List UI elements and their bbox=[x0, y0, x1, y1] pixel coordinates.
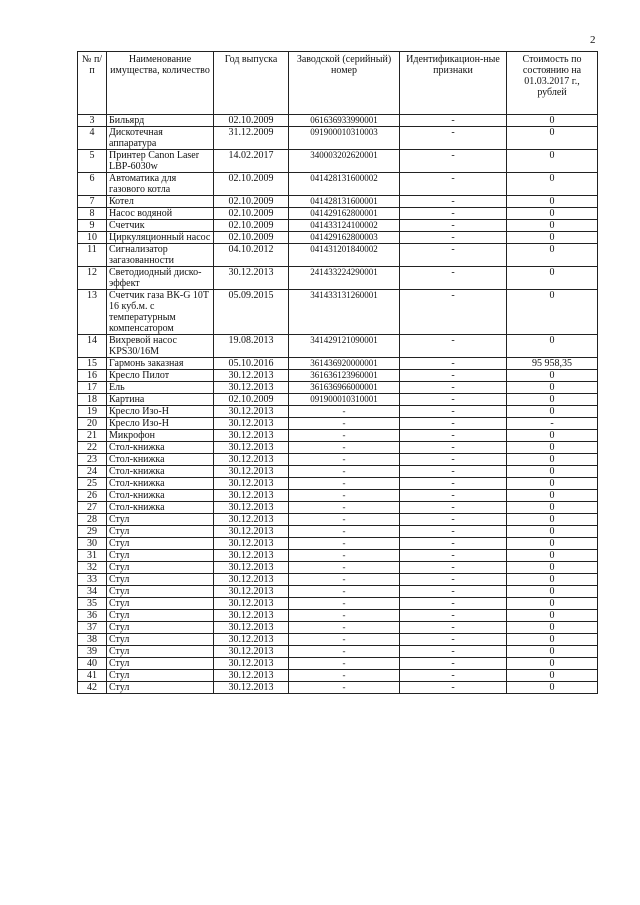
item-ident: - bbox=[400, 610, 507, 622]
item-ident: - bbox=[400, 454, 507, 466]
header-year: Год выпуска bbox=[214, 52, 289, 115]
item-serial: 361636123960001 bbox=[289, 370, 400, 382]
item-name: Стул bbox=[107, 550, 214, 562]
item-cost: 95 958,35 bbox=[507, 358, 598, 370]
item-name: Микрофон bbox=[107, 430, 214, 442]
item-serial: 061636933990001 bbox=[289, 115, 400, 127]
item-serial: - bbox=[289, 634, 400, 646]
item-cost: 0 bbox=[507, 562, 598, 574]
item-name: Стул bbox=[107, 634, 214, 646]
item-year: 05.10.2016 bbox=[214, 358, 289, 370]
item-name: Картина bbox=[107, 394, 214, 406]
row-number: 13 bbox=[78, 290, 107, 335]
item-serial: - bbox=[289, 418, 400, 430]
item-year: 30.12.2013 bbox=[214, 382, 289, 394]
item-year: 02.10.2009 bbox=[214, 208, 289, 220]
item-year: 30.12.2013 bbox=[214, 502, 289, 514]
item-cost: 0 bbox=[507, 586, 598, 598]
item-serial: 041431201840002 bbox=[289, 244, 400, 267]
table-row bbox=[78, 290, 598, 335]
item-serial: - bbox=[289, 490, 400, 502]
table-row bbox=[78, 394, 598, 406]
item-serial: - bbox=[289, 598, 400, 610]
item-serial: 361636966000001 bbox=[289, 382, 400, 394]
item-name: Стул bbox=[107, 670, 214, 682]
item-name: Стол-книжка bbox=[107, 454, 214, 466]
item-name: Стул bbox=[107, 526, 214, 538]
item-ident: - bbox=[400, 232, 507, 244]
item-ident: - bbox=[400, 574, 507, 586]
item-year: 02.10.2009 bbox=[214, 196, 289, 208]
item-serial: - bbox=[289, 502, 400, 514]
row-number: 19 bbox=[78, 406, 107, 418]
item-serial: - bbox=[289, 670, 400, 682]
item-serial: 241433224290001 bbox=[289, 267, 400, 290]
item-name: Кресло Изо-Н bbox=[107, 406, 214, 418]
table-row bbox=[78, 550, 598, 562]
item-ident: - bbox=[400, 150, 507, 173]
item-cost: 0 bbox=[507, 502, 598, 514]
item-ident: - bbox=[400, 173, 507, 196]
item-year: 31.12.2009 bbox=[214, 127, 289, 150]
item-ident: - bbox=[400, 502, 507, 514]
item-year: 30.12.2013 bbox=[214, 454, 289, 466]
table-row bbox=[78, 610, 598, 622]
row-number: 3 bbox=[78, 115, 107, 127]
header-serial: Заводской (серийный) номер bbox=[289, 52, 400, 115]
item-ident: - bbox=[400, 514, 507, 526]
item-ident: - bbox=[400, 115, 507, 127]
item-year: 30.12.2013 bbox=[214, 562, 289, 574]
table-row bbox=[78, 526, 598, 538]
row-number: 24 bbox=[78, 466, 107, 478]
table-row bbox=[78, 478, 598, 490]
item-year: 30.12.2013 bbox=[214, 670, 289, 682]
item-serial: - bbox=[289, 538, 400, 550]
item-name: Сигнализатор загазованности bbox=[107, 244, 214, 267]
item-cost: 0 bbox=[507, 267, 598, 290]
item-serial: - bbox=[289, 610, 400, 622]
item-year: 30.12.2013 bbox=[214, 418, 289, 430]
item-ident: - bbox=[400, 196, 507, 208]
table-row bbox=[78, 358, 598, 370]
row-number: 27 bbox=[78, 502, 107, 514]
item-name: Счетчик газа ВК-G 10Т 16 куб.м. с температурным компенсатором bbox=[107, 290, 214, 335]
row-number: 28 bbox=[78, 514, 107, 526]
item-year: 02.10.2009 bbox=[214, 173, 289, 196]
item-cost: 0 bbox=[507, 244, 598, 267]
item-cost: 0 bbox=[507, 646, 598, 658]
table-row bbox=[78, 220, 598, 232]
item-serial: - bbox=[289, 478, 400, 490]
row-number: 32 bbox=[78, 562, 107, 574]
page-number: 2 bbox=[590, 34, 596, 46]
item-cost: 0 bbox=[507, 150, 598, 173]
table-row bbox=[78, 490, 598, 502]
table-row bbox=[78, 208, 598, 220]
item-ident: - bbox=[400, 442, 507, 454]
table-row bbox=[78, 196, 598, 208]
row-number: 16 bbox=[78, 370, 107, 382]
table-row bbox=[78, 232, 598, 244]
item-serial: - bbox=[289, 550, 400, 562]
item-name: Счетчик bbox=[107, 220, 214, 232]
table-row bbox=[78, 622, 598, 634]
item-ident: - bbox=[400, 358, 507, 370]
row-number: 4 bbox=[78, 127, 107, 150]
table-row bbox=[78, 127, 598, 150]
table-row bbox=[78, 514, 598, 526]
item-year: 30.12.2013 bbox=[214, 586, 289, 598]
header-num: № п/п bbox=[78, 52, 107, 115]
row-number: 6 bbox=[78, 173, 107, 196]
item-year: 30.12.2013 bbox=[214, 514, 289, 526]
item-serial: - bbox=[289, 658, 400, 670]
item-name: Стул bbox=[107, 622, 214, 634]
item-name: Стол-книжка bbox=[107, 490, 214, 502]
row-number: 37 bbox=[78, 622, 107, 634]
item-name: Гармонь заказная bbox=[107, 358, 214, 370]
item-cost: 0 bbox=[507, 574, 598, 586]
item-serial: 340003202620001 bbox=[289, 150, 400, 173]
header-cost: Стоимость по состоянию на 01.03.2017 г., рублей bbox=[507, 52, 598, 115]
item-ident: - bbox=[400, 127, 507, 150]
table-row bbox=[78, 173, 598, 196]
item-serial: - bbox=[289, 682, 400, 694]
item-cost: 0 bbox=[507, 370, 598, 382]
item-cost: 0 bbox=[507, 394, 598, 406]
item-name: Насос водяной bbox=[107, 208, 214, 220]
item-name: Стул bbox=[107, 574, 214, 586]
row-number: 10 bbox=[78, 232, 107, 244]
item-cost: 0 bbox=[507, 382, 598, 394]
item-ident: - bbox=[400, 418, 507, 430]
table-row bbox=[78, 454, 598, 466]
item-cost: 0 bbox=[507, 478, 598, 490]
item-cost: 0 bbox=[507, 173, 598, 196]
item-cost: 0 bbox=[507, 220, 598, 232]
item-name: Светодиодный диско- эффект bbox=[107, 267, 214, 290]
row-number: 25 bbox=[78, 478, 107, 490]
item-name: Стул bbox=[107, 682, 214, 694]
item-year: 30.12.2013 bbox=[214, 490, 289, 502]
item-name: Стул bbox=[107, 514, 214, 526]
item-serial: 091900010310003 bbox=[289, 127, 400, 150]
row-number: 39 bbox=[78, 646, 107, 658]
item-cost: 0 bbox=[507, 550, 598, 562]
item-serial: 041433124100002 bbox=[289, 220, 400, 232]
item-serial: - bbox=[289, 646, 400, 658]
item-name: Принтер Canon Laser LBP-6030w bbox=[107, 150, 214, 173]
item-ident: - bbox=[400, 466, 507, 478]
item-name: Циркуляционный насос bbox=[107, 232, 214, 244]
item-serial: 041428131600002 bbox=[289, 173, 400, 196]
item-serial: 041429162800001 bbox=[289, 208, 400, 220]
row-number: 26 bbox=[78, 490, 107, 502]
item-cost: 0 bbox=[507, 634, 598, 646]
item-year: 30.12.2013 bbox=[214, 406, 289, 418]
row-number: 7 bbox=[78, 196, 107, 208]
item-cost: - bbox=[507, 418, 598, 430]
item-year: 30.12.2013 bbox=[214, 610, 289, 622]
item-year: 30.12.2013 bbox=[214, 634, 289, 646]
item-serial: 341433131260001 bbox=[289, 290, 400, 335]
item-year: 19.08.2013 bbox=[214, 335, 289, 358]
item-ident: - bbox=[400, 646, 507, 658]
table-row bbox=[78, 418, 598, 430]
inventory-table bbox=[77, 51, 598, 694]
item-year: 04.10.2012 bbox=[214, 244, 289, 267]
item-ident: - bbox=[400, 586, 507, 598]
row-number: 9 bbox=[78, 220, 107, 232]
item-serial: - bbox=[289, 454, 400, 466]
row-number: 30 bbox=[78, 538, 107, 550]
item-ident: - bbox=[400, 290, 507, 335]
row-number: 22 bbox=[78, 442, 107, 454]
item-cost: 0 bbox=[507, 682, 598, 694]
item-year: 30.12.2013 bbox=[214, 478, 289, 490]
item-serial: 041428131600001 bbox=[289, 196, 400, 208]
item-name: Дискотечная аппаратура bbox=[107, 127, 214, 150]
item-serial: - bbox=[289, 574, 400, 586]
item-cost: 0 bbox=[507, 208, 598, 220]
item-ident: - bbox=[400, 370, 507, 382]
table-row bbox=[78, 646, 598, 658]
item-year: 02.10.2009 bbox=[214, 232, 289, 244]
item-ident: - bbox=[400, 382, 507, 394]
item-year: 02.10.2009 bbox=[214, 220, 289, 232]
item-ident: - bbox=[400, 634, 507, 646]
table-row bbox=[78, 370, 598, 382]
item-name: Стул bbox=[107, 586, 214, 598]
item-serial: 361436920000001 bbox=[289, 358, 400, 370]
table-row bbox=[78, 406, 598, 418]
item-ident: - bbox=[400, 490, 507, 502]
item-ident: - bbox=[400, 406, 507, 418]
item-ident: - bbox=[400, 562, 507, 574]
item-ident: - bbox=[400, 430, 507, 442]
table-row bbox=[78, 634, 598, 646]
item-cost: 0 bbox=[507, 406, 598, 418]
item-name: Стол-книжка bbox=[107, 478, 214, 490]
table-row bbox=[78, 682, 598, 694]
table-row bbox=[78, 466, 598, 478]
item-name: Ель bbox=[107, 382, 214, 394]
row-number: 40 bbox=[78, 658, 107, 670]
item-serial: - bbox=[289, 430, 400, 442]
row-number: 36 bbox=[78, 610, 107, 622]
item-ident: - bbox=[400, 682, 507, 694]
row-number: 5 bbox=[78, 150, 107, 173]
item-ident: - bbox=[400, 267, 507, 290]
item-ident: - bbox=[400, 335, 507, 358]
item-name: Стул bbox=[107, 658, 214, 670]
item-cost: 0 bbox=[507, 466, 598, 478]
item-year: 02.10.2009 bbox=[214, 115, 289, 127]
item-cost: 0 bbox=[507, 196, 598, 208]
table-row bbox=[78, 442, 598, 454]
item-serial: - bbox=[289, 586, 400, 598]
table-row bbox=[78, 502, 598, 514]
item-ident: - bbox=[400, 670, 507, 682]
item-year: 30.12.2013 bbox=[214, 526, 289, 538]
row-number: 12 bbox=[78, 267, 107, 290]
table-row bbox=[78, 382, 598, 394]
item-year: 30.12.2013 bbox=[214, 550, 289, 562]
row-number: 34 bbox=[78, 586, 107, 598]
item-cost: 0 bbox=[507, 622, 598, 634]
row-number: 35 bbox=[78, 598, 107, 610]
row-number: 23 bbox=[78, 454, 107, 466]
item-name: Стол-книжка bbox=[107, 502, 214, 514]
item-ident: - bbox=[400, 598, 507, 610]
table-row bbox=[78, 267, 598, 290]
item-name: Вихревой насос KPS30/16M bbox=[107, 335, 214, 358]
item-cost: 0 bbox=[507, 115, 598, 127]
item-ident: - bbox=[400, 526, 507, 538]
item-name: Кресло Изо-Н bbox=[107, 418, 214, 430]
row-number: 14 bbox=[78, 335, 107, 358]
item-name: Стул bbox=[107, 538, 214, 550]
item-cost: 0 bbox=[507, 454, 598, 466]
item-year: 30.12.2013 bbox=[214, 267, 289, 290]
item-year: 30.12.2013 bbox=[214, 598, 289, 610]
item-ident: - bbox=[400, 538, 507, 550]
item-ident: - bbox=[400, 658, 507, 670]
item-serial: - bbox=[289, 622, 400, 634]
table-row bbox=[78, 586, 598, 598]
item-cost: 0 bbox=[507, 335, 598, 358]
item-name: Стул bbox=[107, 562, 214, 574]
item-name: Котел bbox=[107, 196, 214, 208]
table-row bbox=[78, 150, 598, 173]
row-number: 15 bbox=[78, 358, 107, 370]
table-row bbox=[78, 335, 598, 358]
item-cost: 0 bbox=[507, 538, 598, 550]
item-serial: - bbox=[289, 562, 400, 574]
item-cost: 0 bbox=[507, 526, 598, 538]
item-ident: - bbox=[400, 244, 507, 267]
item-year: 30.12.2013 bbox=[214, 466, 289, 478]
item-serial: 041429162800003 bbox=[289, 232, 400, 244]
item-year: 05.09.2015 bbox=[214, 290, 289, 335]
item-serial: 341429121090001 bbox=[289, 335, 400, 358]
row-number: 31 bbox=[78, 550, 107, 562]
row-number: 17 bbox=[78, 382, 107, 394]
table-row bbox=[78, 574, 598, 586]
item-cost: 0 bbox=[507, 598, 598, 610]
item-year: 30.12.2013 bbox=[214, 622, 289, 634]
table-header-row bbox=[78, 52, 598, 115]
item-year: 30.12.2013 bbox=[214, 646, 289, 658]
header-name: Наименование имущества, количество bbox=[107, 52, 214, 115]
row-number: 33 bbox=[78, 574, 107, 586]
item-cost: 0 bbox=[507, 232, 598, 244]
item-serial: 091900010310001 bbox=[289, 394, 400, 406]
item-cost: 0 bbox=[507, 514, 598, 526]
item-cost: 0 bbox=[507, 442, 598, 454]
item-cost: 0 bbox=[507, 610, 598, 622]
item-serial: - bbox=[289, 466, 400, 478]
table-row bbox=[78, 562, 598, 574]
row-number: 8 bbox=[78, 208, 107, 220]
item-year: 30.12.2013 bbox=[214, 682, 289, 694]
row-number: 29 bbox=[78, 526, 107, 538]
item-name: Автоматика для газового котла bbox=[107, 173, 214, 196]
item-serial: - bbox=[289, 406, 400, 418]
table-body bbox=[78, 115, 598, 694]
item-name: Стол-книжка bbox=[107, 466, 214, 478]
item-year: 14.02.2017 bbox=[214, 150, 289, 173]
item-year: 30.12.2013 bbox=[214, 658, 289, 670]
item-name: Кресло Пилот bbox=[107, 370, 214, 382]
item-ident: - bbox=[400, 622, 507, 634]
item-cost: 0 bbox=[507, 658, 598, 670]
table-row bbox=[78, 244, 598, 267]
table-row bbox=[78, 598, 598, 610]
item-cost: 0 bbox=[507, 290, 598, 335]
row-number: 11 bbox=[78, 244, 107, 267]
item-serial: - bbox=[289, 526, 400, 538]
item-cost: 0 bbox=[507, 430, 598, 442]
item-year: 30.12.2013 bbox=[214, 574, 289, 586]
item-year: 30.12.2013 bbox=[214, 538, 289, 550]
table-row bbox=[78, 670, 598, 682]
row-number: 38 bbox=[78, 634, 107, 646]
item-year: 30.12.2013 bbox=[214, 442, 289, 454]
row-number: 21 bbox=[78, 430, 107, 442]
item-ident: - bbox=[400, 550, 507, 562]
item-name: Стул bbox=[107, 646, 214, 658]
row-number: 41 bbox=[78, 670, 107, 682]
item-ident: - bbox=[400, 478, 507, 490]
row-number: 18 bbox=[78, 394, 107, 406]
item-cost: 0 bbox=[507, 670, 598, 682]
item-ident: - bbox=[400, 208, 507, 220]
item-year: 30.12.2013 bbox=[214, 430, 289, 442]
item-cost: 0 bbox=[507, 127, 598, 150]
item-serial: - bbox=[289, 442, 400, 454]
row-number: 20 bbox=[78, 418, 107, 430]
table-row bbox=[78, 115, 598, 127]
table-row bbox=[78, 430, 598, 442]
item-ident: - bbox=[400, 394, 507, 406]
item-name: Бильярд bbox=[107, 115, 214, 127]
header-ident: Идентификацион-ные признаки bbox=[400, 52, 507, 115]
item-ident: - bbox=[400, 220, 507, 232]
item-name: Стул bbox=[107, 598, 214, 610]
item-serial: - bbox=[289, 514, 400, 526]
item-name: Стол-книжка bbox=[107, 442, 214, 454]
table-row bbox=[78, 658, 598, 670]
item-cost: 0 bbox=[507, 490, 598, 502]
item-year: 30.12.2013 bbox=[214, 370, 289, 382]
table-row bbox=[78, 538, 598, 550]
item-name: Стул bbox=[107, 610, 214, 622]
item-year: 02.10.2009 bbox=[214, 394, 289, 406]
row-number: 42 bbox=[78, 682, 107, 694]
